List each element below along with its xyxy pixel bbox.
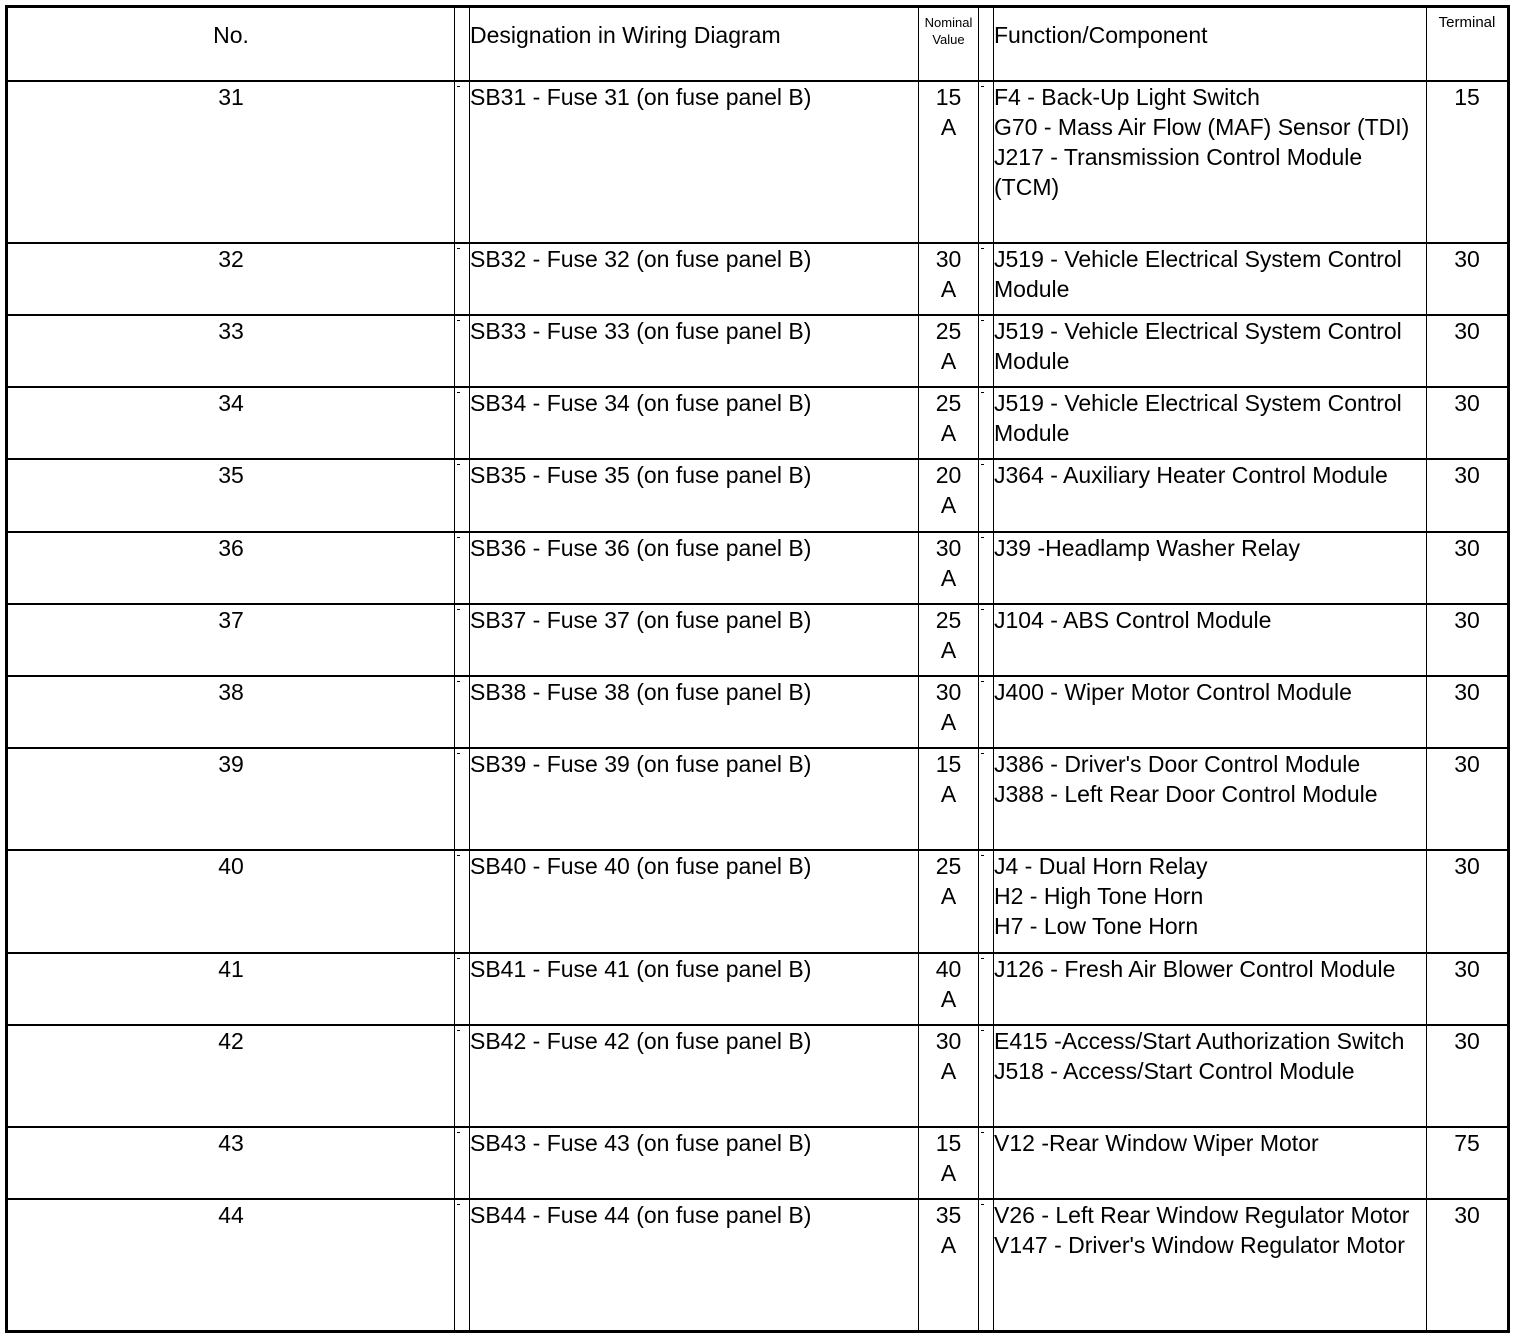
component-line: G70 - Mass Air Flow (MAF) Sensor (TDI): [994, 113, 1410, 140]
table-row: [7, 315, 1509, 387]
component-line: J519 - Vehicle Electrical System Control Module: [994, 318, 1402, 375]
amperage-value: 40: [935, 955, 962, 982]
component-line: V147 - Driver's Window Regulator Motor: [994, 1232, 1405, 1259]
table-row: [7, 1199, 1509, 1331]
amperage-value: 25: [935, 390, 962, 417]
component-line: J39 -Headlamp Washer Relay: [994, 534, 1300, 561]
fuse-designation: SB35 - Fuse 35 (on fuse panel B): [470, 459, 919, 531]
fuse-number: 44: [7, 1199, 455, 1331]
amperage-value: 30: [935, 534, 962, 561]
fuse-number: 41: [7, 953, 455, 1025]
cell-gap: [455, 81, 470, 243]
function-component: [994, 953, 1427, 1025]
function-component: [994, 459, 1427, 531]
nominal-value: [919, 387, 979, 459]
fuse-number: 32: [7, 243, 455, 315]
amperage-value: 15: [935, 1129, 962, 1156]
function-component: [994, 1199, 1427, 1331]
nominal-value: [919, 1127, 979, 1199]
fuse-designation: SB31 - Fuse 31 (on fuse panel B): [470, 81, 919, 243]
fuse-number: 42: [7, 1025, 455, 1127]
cell-gap: [979, 676, 994, 748]
table-row: [7, 1127, 1509, 1199]
amperage-unit: A: [940, 1159, 957, 1186]
tick-mark: [457, 86, 460, 87]
component-line: V12 -Rear Window Wiper Motor: [994, 1129, 1319, 1156]
amperage-value: 20: [935, 462, 962, 489]
fuse-number: 33: [7, 315, 455, 387]
tick-mark: [981, 248, 984, 249]
tick-mark: [981, 681, 984, 682]
tick-mark: [981, 392, 984, 393]
header-designation: Designation in Wiring Diagram: [470, 7, 919, 81]
amperage-unit: A: [940, 348, 957, 375]
tick-mark: [981, 464, 984, 465]
amperage-unit: A: [940, 276, 957, 303]
tick-mark: [457, 753, 460, 754]
nominal-value: [919, 604, 979, 676]
terminal: 30: [1427, 315, 1509, 387]
amperage-unit: A: [940, 420, 957, 447]
nominal-value: [919, 1199, 979, 1331]
table-row: [7, 387, 1509, 459]
component-line: J126 - Fresh Air Blower Control Module: [994, 955, 1396, 982]
terminal: 30: [1427, 676, 1509, 748]
cell-gap: [455, 315, 470, 387]
terminal: 75: [1427, 1127, 1509, 1199]
function-component: [994, 1025, 1427, 1127]
tick-mark: [457, 958, 460, 959]
fuse-designation: SB36 - Fuse 36 (on fuse panel B): [470, 532, 919, 604]
component-line: J519 - Vehicle Electrical System Control Module: [994, 390, 1402, 447]
component-line: J4 - Dual Horn Relay: [994, 853, 1208, 880]
cell-gap: [455, 604, 470, 676]
cell-gap: [455, 1199, 470, 1331]
table-row: [7, 459, 1509, 531]
header-gap: [455, 7, 470, 81]
tick-mark: [981, 537, 984, 538]
tick-mark: [457, 464, 460, 465]
function-component: [994, 315, 1427, 387]
tick-mark: [981, 609, 984, 610]
function-component: [994, 676, 1427, 748]
amperage-value: 25: [935, 606, 962, 633]
tick-mark: [457, 1132, 460, 1133]
tick-mark: [981, 1030, 984, 1031]
component-line: H2 - High Tone Horn: [994, 883, 1204, 910]
nominal-value: [919, 1025, 979, 1127]
function-component: [994, 81, 1427, 243]
nominal-value: [919, 748, 979, 850]
table-row: [7, 850, 1509, 952]
cell-gap: [455, 850, 470, 952]
amperage-value: 15: [935, 83, 962, 110]
amperage-unit: A: [940, 113, 957, 140]
tick-mark: [457, 392, 460, 393]
terminal: 30: [1427, 532, 1509, 604]
terminal: 30: [1427, 748, 1509, 850]
amperage-unit: A: [940, 636, 957, 663]
fuse-number: 34: [7, 387, 455, 459]
terminal: 30: [1427, 459, 1509, 531]
cell-gap: [455, 243, 470, 315]
fuse-number: 37: [7, 604, 455, 676]
fuse-designation: SB37 - Fuse 37 (on fuse panel B): [470, 604, 919, 676]
tick-mark: [981, 320, 984, 321]
terminal: 30: [1427, 1199, 1509, 1331]
fuse-designation: SB34 - Fuse 34 (on fuse panel B): [470, 387, 919, 459]
tick-mark: [457, 609, 460, 610]
tick-mark: [457, 1204, 460, 1205]
nominal-value: [919, 81, 979, 243]
tick-mark: [457, 537, 460, 538]
component-line: J364 - Auxiliary Heater Control Module: [994, 462, 1388, 489]
cell-gap: [979, 243, 994, 315]
cell-gap: [979, 387, 994, 459]
fuse-designation: SB43 - Fuse 43 (on fuse panel B): [470, 1127, 919, 1199]
cell-gap: [979, 532, 994, 604]
fuse-designation: SB41 - Fuse 41 (on fuse panel B): [470, 953, 919, 1025]
component-line: F4 - Back-Up Light Switch: [994, 83, 1260, 110]
cell-gap: [979, 459, 994, 531]
fuse-designation: SB42 - Fuse 42 (on fuse panel B): [470, 1025, 919, 1127]
component-line: J519 - Vehicle Electrical System Control Module: [994, 246, 1402, 303]
cell-gap: [979, 850, 994, 952]
cell-gap: [455, 532, 470, 604]
cell-gap: [979, 604, 994, 676]
table-body: [7, 7, 1509, 1332]
fuse-number: 36: [7, 532, 455, 604]
nominal-value: [919, 953, 979, 1025]
amperage-value: 35: [935, 1202, 962, 1229]
component-line: E415 -Access/Start Authorization Switch: [994, 1027, 1405, 1054]
cell-gap: [979, 1199, 994, 1331]
nominal-value: [919, 850, 979, 952]
header-terminal: Terminal: [1427, 7, 1509, 81]
tick-mark: [981, 958, 984, 959]
amperage-unit: A: [940, 1057, 957, 1084]
cell-gap: [455, 1127, 470, 1199]
fuse-table: [5, 5, 1510, 1333]
table-row: [7, 604, 1509, 676]
amperage-unit: A: [940, 708, 957, 735]
terminal: 30: [1427, 243, 1509, 315]
amperage-unit: A: [940, 492, 957, 519]
terminal: 15: [1427, 81, 1509, 243]
cell-gap: [455, 387, 470, 459]
function-component: [994, 387, 1427, 459]
terminal: 30: [1427, 387, 1509, 459]
function-component: [994, 604, 1427, 676]
fuse-number: 39: [7, 748, 455, 850]
fuse-designation: SB40 - Fuse 40 (on fuse panel B): [470, 850, 919, 952]
amperage-unit: A: [940, 781, 957, 808]
amperage-unit: A: [940, 883, 957, 910]
amperage-unit: A: [940, 564, 957, 591]
component-line: J104 - ABS Control Module: [994, 606, 1272, 633]
amperage-value: 15: [935, 751, 962, 778]
fuse-number: 40: [7, 850, 455, 952]
fuse-designation: SB38 - Fuse 38 (on fuse panel B): [470, 676, 919, 748]
function-component: [994, 748, 1427, 850]
header-nominal-value: Nominal Value: [919, 7, 979, 81]
cell-gap: [979, 953, 994, 1025]
tick-mark: [457, 681, 460, 682]
cell-gap: [455, 1025, 470, 1127]
nominal-value: [919, 243, 979, 315]
tick-mark: [457, 248, 460, 249]
tick-mark: [981, 855, 984, 856]
component-line: V26 - Left Rear Window Regulator Motor: [994, 1202, 1410, 1229]
fuse-designation: SB33 - Fuse 33 (on fuse panel B): [470, 315, 919, 387]
cell-gap: [455, 676, 470, 748]
component-line: J386 - Driver's Door Control Module: [994, 751, 1361, 778]
terminal: 30: [1427, 604, 1509, 676]
cell-gap: [979, 315, 994, 387]
fuse-number: 38: [7, 676, 455, 748]
tick-mark: [981, 1204, 984, 1205]
cell-gap: [979, 748, 994, 850]
nominal-value: [919, 459, 979, 531]
component-line: J400 - Wiper Motor Control Module: [994, 678, 1352, 705]
function-component: [994, 243, 1427, 315]
nominal-value: [919, 676, 979, 748]
nominal-value: [919, 315, 979, 387]
amperage-unit: A: [940, 1232, 957, 1259]
component-line: J388 - Left Rear Door Control Module: [994, 781, 1378, 808]
function-component: [994, 1127, 1427, 1199]
tick-mark: [457, 320, 460, 321]
cell-gap: [979, 1127, 994, 1199]
amperage-unit: A: [940, 985, 957, 1012]
function-component: [994, 532, 1427, 604]
terminal: 30: [1427, 953, 1509, 1025]
component-line: J518 - Access/Start Control Module: [994, 1057, 1355, 1084]
tick-mark: [981, 86, 984, 87]
cell-gap: [455, 459, 470, 531]
amperage-value: 30: [935, 1027, 962, 1054]
fuse-number: 35: [7, 459, 455, 531]
table-row: [7, 748, 1509, 850]
table-row: [7, 676, 1509, 748]
nominal-value: [919, 532, 979, 604]
cell-gap: [455, 748, 470, 850]
terminal: 30: [1427, 850, 1509, 952]
component-line: H7 - Low Tone Horn: [994, 913, 1199, 940]
tick-mark: [457, 1030, 460, 1031]
fuse-designation: SB32 - Fuse 32 (on fuse panel B): [470, 243, 919, 315]
header-function: Function/Component: [994, 7, 1427, 81]
fuse-designation: SB39 - Fuse 39 (on fuse panel B): [470, 748, 919, 850]
tick-mark: [981, 1132, 984, 1133]
cell-gap: [979, 81, 994, 243]
header-gap: [979, 7, 994, 81]
cell-gap: [455, 953, 470, 1025]
fuse-number: 31: [7, 81, 455, 243]
amperage-value: 25: [935, 318, 962, 345]
terminal: 30: [1427, 1025, 1509, 1127]
amperage-value: 25: [935, 853, 962, 880]
header-row: [7, 7, 1509, 81]
cell-gap: [979, 1025, 994, 1127]
amperage-value: 30: [935, 246, 962, 273]
table-row: [7, 243, 1509, 315]
tick-mark: [981, 753, 984, 754]
header-no: No.: [7, 7, 455, 81]
fuse-number: 43: [7, 1127, 455, 1199]
table-row: [7, 532, 1509, 604]
tick-mark: [457, 855, 460, 856]
table-row: [7, 953, 1509, 1025]
amperage-value: 30: [935, 678, 962, 705]
table-row: [7, 81, 1509, 243]
component-line: J217 - Transmission Control Module (TCM): [994, 143, 1363, 200]
function-component: [994, 850, 1427, 952]
fuse-designation: SB44 - Fuse 44 (on fuse panel B): [470, 1199, 919, 1331]
table-row: [7, 1025, 1509, 1127]
